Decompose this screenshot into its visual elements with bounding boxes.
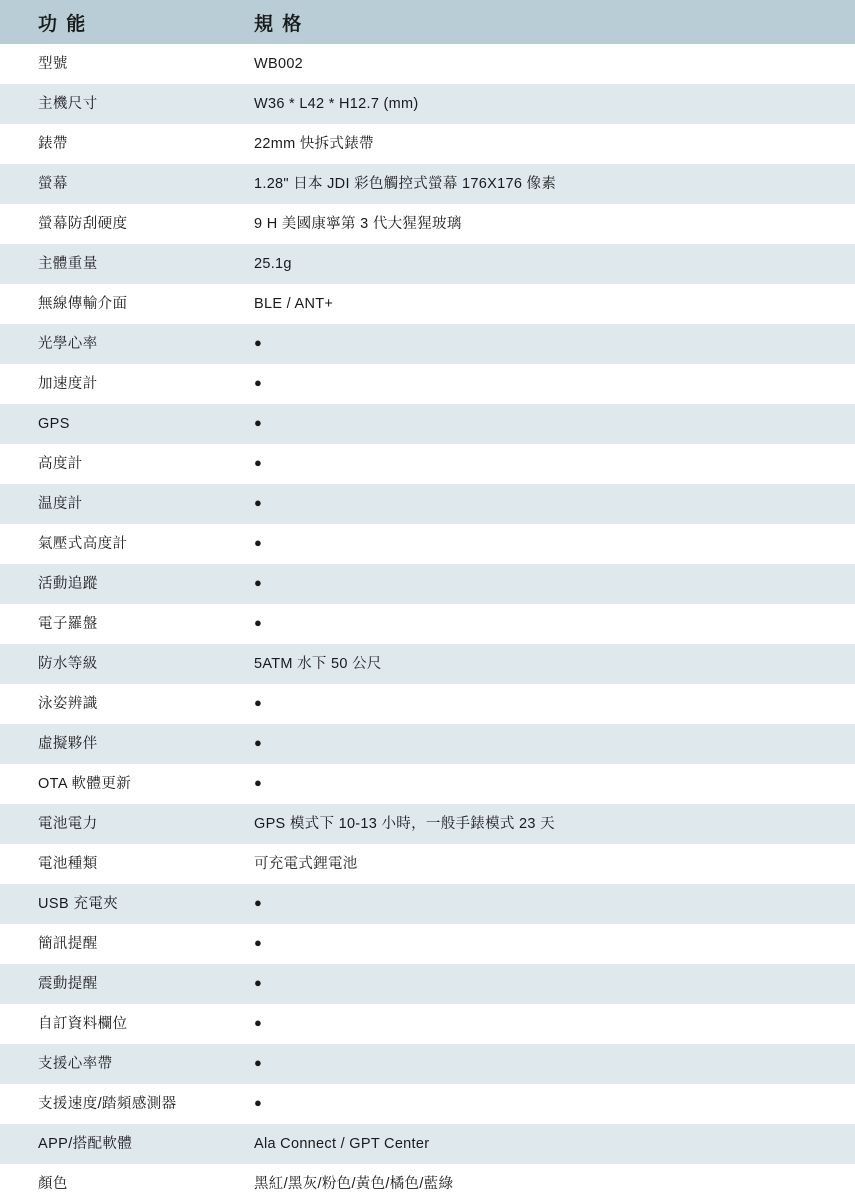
feature-cell: 顏色 (0, 1164, 243, 1204)
specification-cell: 5ATM 水下 50 公尺 (243, 644, 855, 684)
table-row (0, 1044, 855, 1084)
specification-cell: WB002 (243, 44, 855, 84)
feature-cell: 電池種類 (0, 844, 243, 884)
feature-cell: 螢幕防刮硬度 (0, 204, 243, 244)
specification-cell: 25.1g (243, 244, 855, 284)
specification-cell: 黑紅/黑灰/粉色/黃色/橘色/藍綠 (243, 1164, 855, 1204)
specification-cell (243, 324, 855, 364)
feature-cell: GPS (0, 404, 243, 444)
bullet-icon: ● (254, 735, 263, 751)
specification-cell (243, 1044, 855, 1084)
table-row (0, 1164, 855, 1204)
table-row (0, 604, 855, 644)
feature-cell: APP/搭配軟體 (0, 1124, 243, 1164)
specification-cell (243, 364, 855, 404)
specification-cell: Ala Connect / GPT Center (243, 1124, 855, 1164)
table-row (0, 1124, 855, 1164)
table-body (0, 44, 855, 1204)
feature-cell: 活動追蹤 (0, 564, 243, 604)
table-row (0, 404, 855, 444)
table-row (0, 204, 855, 244)
table-header-row (0, 0, 855, 44)
specification-cell: 9 H 美國康寧第 3 代大猩猩玻璃 (243, 204, 855, 244)
table-row (0, 244, 855, 284)
table-row (0, 1084, 855, 1124)
specification-cell (243, 404, 855, 444)
table-row (0, 284, 855, 324)
feature-cell: 螢幕 (0, 164, 243, 204)
feature-cell: 無線傳輸介面 (0, 284, 243, 324)
bullet-icon: ● (254, 975, 263, 991)
bullet-icon: ● (254, 415, 263, 431)
table-row (0, 164, 855, 204)
specification-cell (243, 1004, 855, 1044)
feature-cell: 簡訊提醒 (0, 924, 243, 964)
table-row (0, 84, 855, 124)
table-row (0, 44, 855, 84)
specification-cell: BLE / ANT+ (243, 284, 855, 324)
specification-cell (243, 444, 855, 484)
feature-cell: USB 充電夾 (0, 884, 243, 924)
bullet-icon: ● (254, 495, 263, 511)
feature-cell: 主機尺寸 (0, 84, 243, 124)
feature-cell: 錶帶 (0, 124, 243, 164)
feature-cell: 電子羅盤 (0, 604, 243, 644)
table-row (0, 1004, 855, 1044)
feature-cell: 支援心率帶 (0, 1044, 243, 1084)
table-row (0, 444, 855, 484)
specification-cell: 1.28" 日本 JDI 彩色觸控式螢幕 176X176 像素 (243, 164, 855, 204)
bullet-icon: ● (254, 615, 263, 631)
table-header (0, 0, 855, 44)
column-header-feature: 功 能 (0, 0, 243, 44)
specification-cell (243, 684, 855, 724)
specification-cell (243, 924, 855, 964)
feature-cell: 震動提醒 (0, 964, 243, 1004)
column-header-specification: 規 格 (243, 0, 855, 44)
specification-cell (243, 604, 855, 644)
feature-cell: 主體重量 (0, 244, 243, 284)
bullet-icon: ● (254, 335, 263, 351)
feature-cell: 加速度計 (0, 364, 243, 404)
feature-cell: 泳姿辨識 (0, 684, 243, 724)
table-row (0, 844, 855, 884)
table-row (0, 124, 855, 164)
feature-cell: 虛擬夥伴 (0, 724, 243, 764)
table-row (0, 884, 855, 924)
table-row (0, 764, 855, 804)
specification-cell (243, 724, 855, 764)
bullet-icon: ● (254, 895, 263, 911)
feature-cell: 電池電力 (0, 804, 243, 844)
specification-cell: GPS 模式下 10-13 小時，一般手錶模式 23 天 (243, 804, 855, 844)
specification-cell (243, 884, 855, 924)
specification-cell: W36 * L42 * H12.7 (mm) (243, 84, 855, 124)
feature-cell: 防水等級 (0, 644, 243, 684)
feature-cell: OTA 軟體更新 (0, 764, 243, 804)
table-row (0, 564, 855, 604)
bullet-icon: ● (254, 695, 263, 711)
table-row (0, 924, 855, 964)
feature-cell: 自訂資料欄位 (0, 1004, 243, 1044)
table-row (0, 524, 855, 564)
table-row (0, 324, 855, 364)
bullet-icon: ● (254, 775, 263, 791)
specification-cell (243, 764, 855, 804)
specification-cell (243, 1084, 855, 1124)
bullet-icon: ● (254, 1055, 263, 1071)
table-row (0, 364, 855, 404)
specification-cell (243, 964, 855, 1004)
table-row (0, 964, 855, 1004)
table-row (0, 804, 855, 844)
feature-cell: 型號 (0, 44, 243, 84)
table-row (0, 684, 855, 724)
bullet-icon: ● (254, 575, 263, 591)
bullet-icon: ● (254, 935, 263, 951)
specification-cell (243, 484, 855, 524)
bullet-icon: ● (254, 375, 263, 391)
table-row (0, 644, 855, 684)
table-row (0, 484, 855, 524)
bullet-icon: ● (254, 1015, 263, 1031)
feature-cell: 氣壓式高度計 (0, 524, 243, 564)
feature-cell: 温度計 (0, 484, 243, 524)
feature-cell: 支援速度/踏頻感測器 (0, 1084, 243, 1124)
specification-cell: 22mm 快拆式錶帶 (243, 124, 855, 164)
specification-cell: 可充電式鋰電池 (243, 844, 855, 884)
specification-cell (243, 564, 855, 604)
feature-cell: 光學心率 (0, 324, 243, 364)
bullet-icon: ● (254, 535, 263, 551)
table-row (0, 724, 855, 764)
bullet-icon: ● (254, 1095, 263, 1111)
specification-cell (243, 524, 855, 564)
bullet-icon: ● (254, 455, 263, 471)
feature-cell: 高度計 (0, 444, 243, 484)
